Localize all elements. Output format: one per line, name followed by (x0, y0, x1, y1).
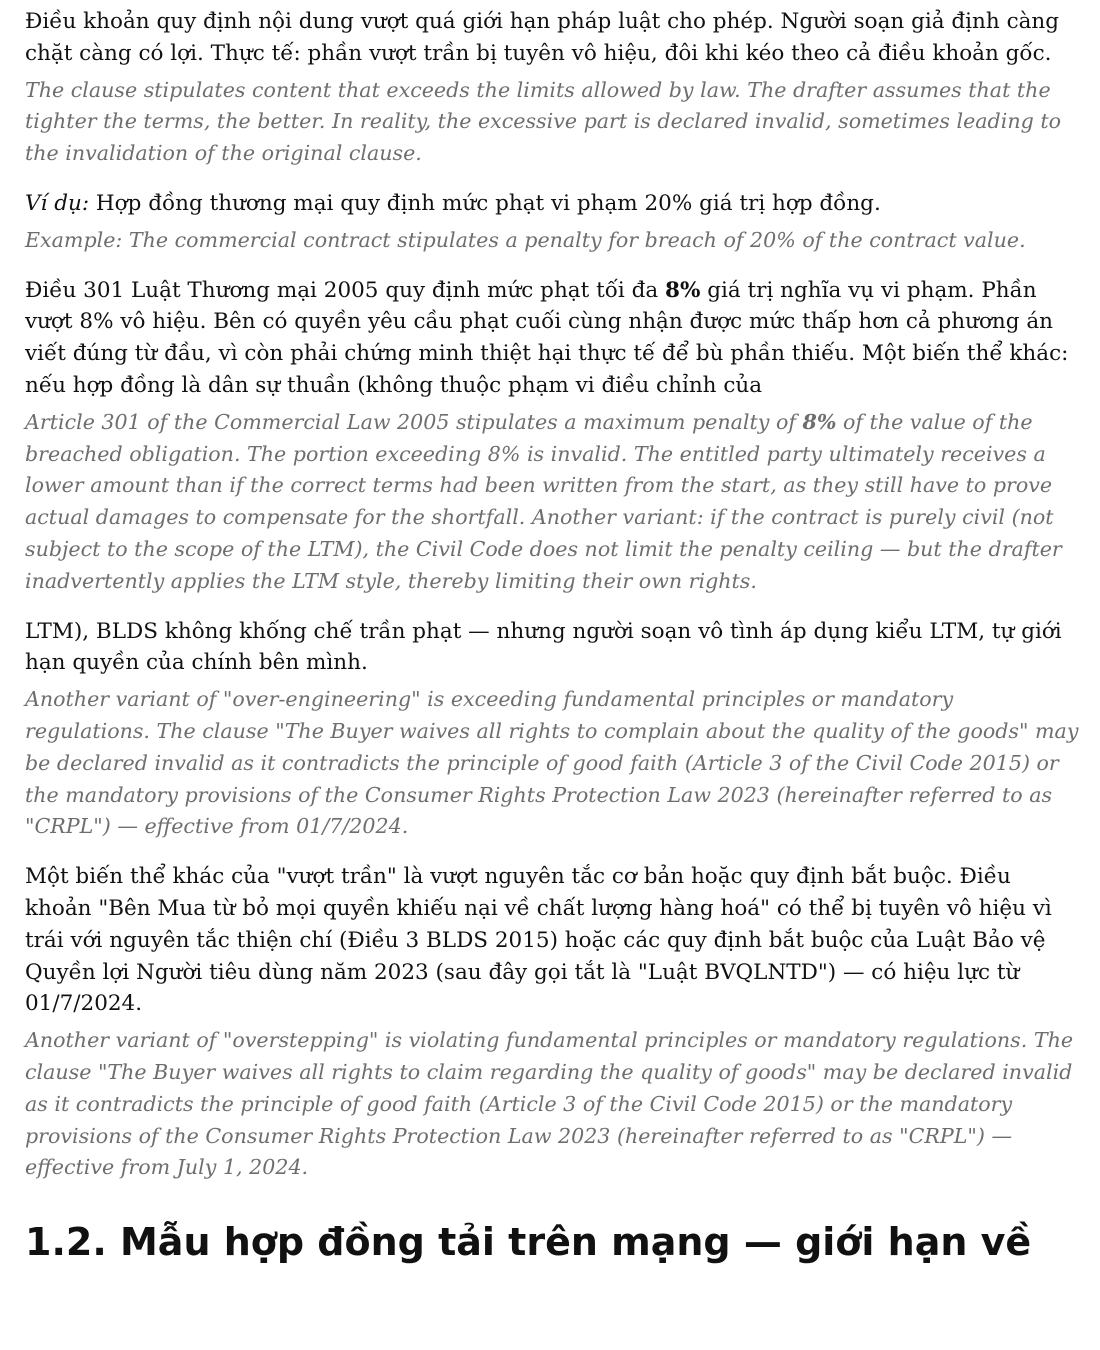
paragraph-vi-3 (25, 275, 1083, 402)
paragraph-vi-4: LTM), BLDS không khống chế trần phạt — nhưng người soạn vô tình áp dụng kiểu LTM, tự giới hạn quyền của chính bên mình. (25, 618, 1062, 676)
paragraph-vi-2 (25, 188, 1083, 220)
text-segment: of the value of the breached obligation. The portion exceeding 8% is invalid. The entitled party ultimately receives a lower amount than if the correct terms had been written from the start, as they still have to prove actual damages to compensate for the shortfall. Another variant: if the contract is purely civil (not subject to the scope of the LTM), the Civil Code does not limit the penalty ceiling — but the drafter inadvertently applies the LTM style, thereby limiting their own rights. (25, 409, 1062, 593)
text-segment: Điều 301 Luật Thương mại 2005 quy định mức phạt tối đa (25, 277, 666, 303)
paragraph-vi-5: Một biến thể khác của "vượt trần" là vượt nguyên tắc cơ bản hoặc quy định bắt buộc. Điều khoản "Bên Mua từ bỏ mọi quyền khiếu nại về chất lượng hàng hoá" có thể bị tuyên vô hiệu vì trái với nguyên tắc thiện chí (Điều 3 BLDS 2015) hoặc các quy định bắt buộc của Luật Bảo vệ Quyền lợi Người tiêu dùng năm 2023 (sau đây gọi tắt là "Luật BVQLNTD") — có hiệu lực từ 01/7/2024. (25, 864, 1052, 1017)
paragraph-en-4: Another variant of "over-engineering" is exceeding fundamental principles or mandatory regulations. The clause "The Buyer waives all rights to complain about the quality of the goods" may be declared invalid as it contradicts the principle of good faith (Article 3 of the Civil Code 2015) or the mandatory provisions of the Consumer Rights Protection Law 2023 (hereinafter referred to as "CRPL") — effective from 01/7/2024. (25, 687, 1079, 839)
document-body (25, 6, 1083, 1264)
paragraph-en-5: Another variant of "overstepping" is violating fundamental principles or mandatory regulations. The clause "The Buyer waives all rights to claim regarding the quality of goods" may be declared invalid as it contradicts the principle of good faith (Article 3 of the Civil Code 2015) or the mandatory provisions of the Consumer Rights Protection Law 2023 (hereinafter referred to as "CRPL") — effective from July 1, 2024. (25, 1028, 1074, 1180)
section-heading: 1.2. Mẫu hợp đồng tải trên mạng — giới hạn về (25, 1220, 1032, 1265)
text-segment: Article 301 of the Commercial Law 2005 stipulates a maximum penalty of (25, 409, 803, 434)
paragraph-en-1: The clause stipulates content that exceeds the limits allowed by law. The drafter assumes that the tighter the terms, the better. In reality, the excessive part is declared invalid, sometimes leading to the invalidation of the original clause. (25, 77, 1061, 166)
example-text: Hợp đồng thương mại quy định mức phạt vi phạm 20% giá trị hợp đồng. (89, 190, 881, 216)
example-lead: Ví dụ: (25, 190, 90, 216)
paragraph-en-3 (25, 407, 1083, 598)
text-segment: giá trị nghĩa vụ vi phạm. Phần vượt 8% vô hiệu. Bên có quyền yêu cầu phạt cuối cùng nhận được mức thấp hơn cả phương án viết đúng từ đầu, vì còn phải chứng minh thiệt hại thực tế để bù phần thiếu. Một biến thể khác: nếu hợp đồng là dân sự thuần (không thuộc phạm vi điều chỉnh của (25, 277, 1069, 398)
bold-value: 8% (802, 409, 837, 434)
bold-value: 8% (665, 277, 701, 303)
paragraph-en-2: Example: The commercial contract stipulates a penalty for breach of 20% of the contract value. (25, 227, 1026, 252)
paragraph-vi-1: Điều khoản quy định nội dung vượt quá giới hạn pháp luật cho phép. Người soạn giả định càng chặt càng có lợi. Thực tế: phần vượt trần bị tuyên vô hiệu, đôi khi kéo theo cả điều khoản gốc. (25, 9, 1060, 66)
